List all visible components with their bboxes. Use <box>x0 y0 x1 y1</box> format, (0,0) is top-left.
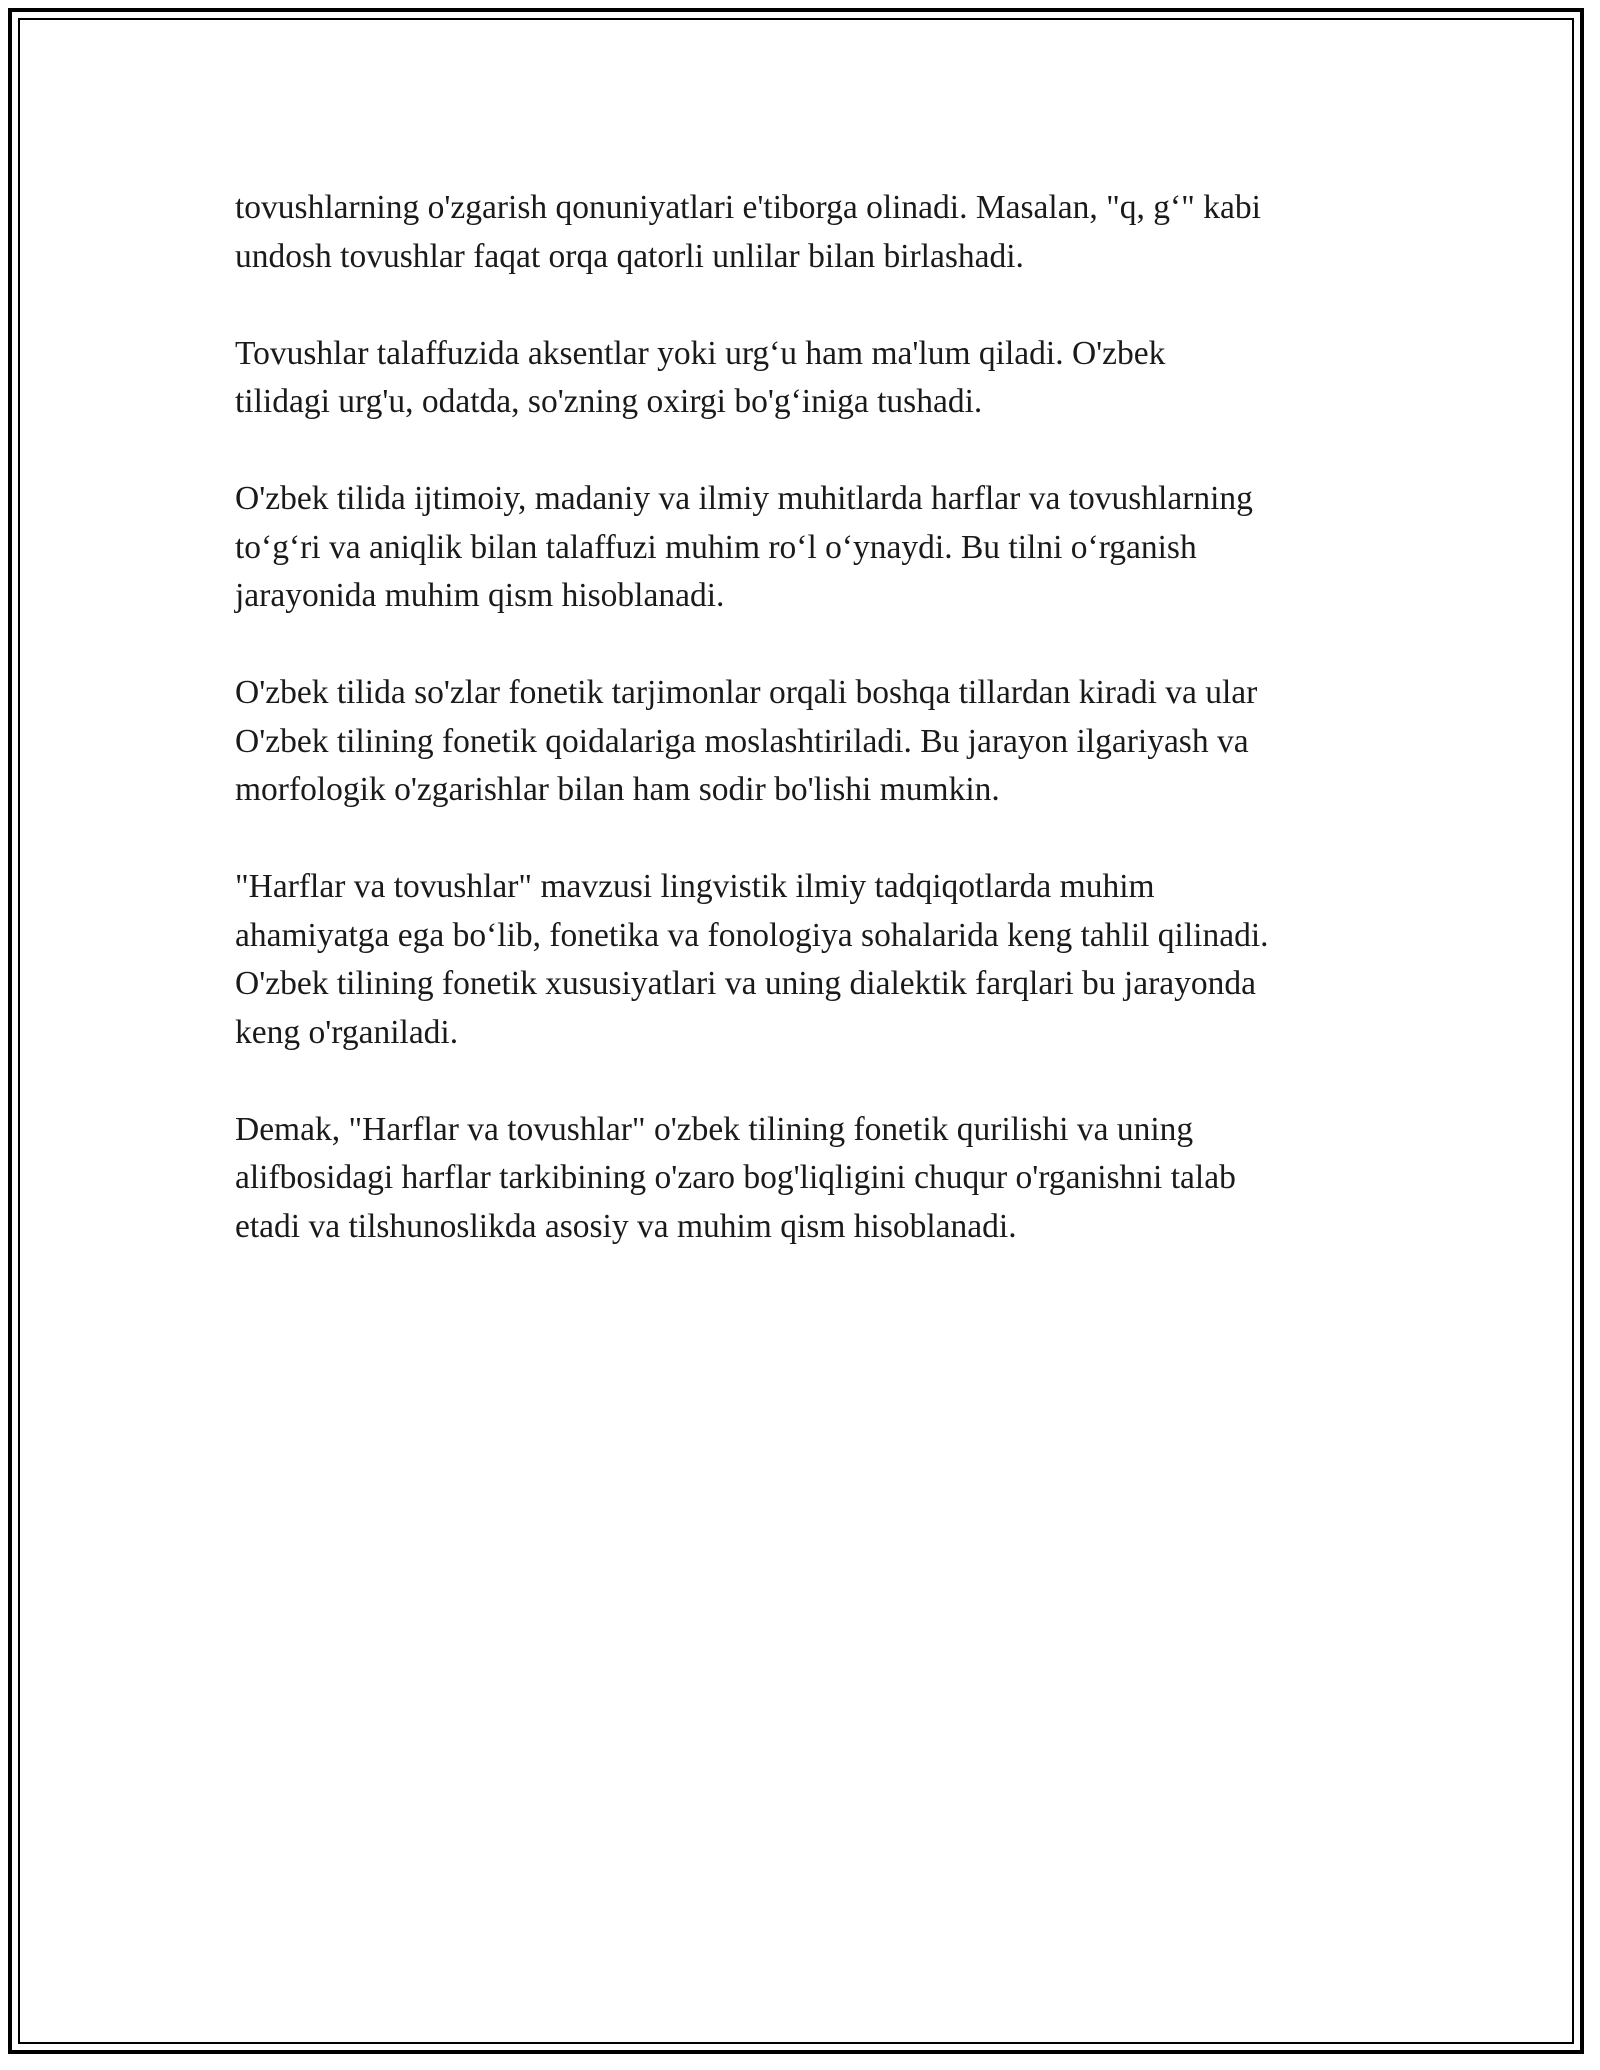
text-line: etadi va tilshunoslikda asosiy va muhim qism hisoblanadi. <box>235 1207 1017 1245</box>
text-line: toʻgʻri va aniqlik bilan talaffuzi muhim roʻl oʻynaydi. Bu tilni oʻrganish <box>235 528 1197 566</box>
paragraph <box>235 1106 1375 1252</box>
document-body <box>235 184 1375 1300</box>
text-line: tilidagi urg'u, odatda, so'zning oxirgi bo'gʻiniga tushadi. <box>235 383 983 420</box>
text-line: alifbosidagi harflar tarkibining o'zaro bog'liqligini chuqur o'rganishni talab <box>235 1159 1236 1196</box>
paragraph <box>235 184 1375 281</box>
paragraph <box>235 330 1375 427</box>
text-line: ahamiyatga ega boʻlib, fonetika va fonologiya sohalarida keng tahlil qilinadi. <box>235 916 1269 954</box>
text-line: O'zbek tilida so'zlar fonetik tarjimonlar orqali boshqa tillardan kiradi va ular <box>235 674 1258 711</box>
text-line: O'zbek tilining fonetik xususiyatlari va uning dialektik farqlari bu jarayonda <box>235 965 1256 1002</box>
text-line: undosh tovushlar faqat orqa qatorli unlilar bilan birlashadi. <box>235 237 1024 275</box>
paragraph <box>235 475 1375 621</box>
text-line: tovushlarning o'zgarish qonuniyatlari e'tiborga olinadi. Masalan, "q, gʻ" kabi <box>235 189 1261 226</box>
text-line: Tovushlar talaffuzida aksentlar yoki urgʻu ham ma'lum qiladi. O'zbek <box>235 334 1166 372</box>
text-line: jarayonida muhim qism hisoblanadi. <box>235 577 725 614</box>
text-line: "Harflar va tovushlar" mavzusi lingvistik ilmiy tadqiqotlarda muhim <box>235 868 1155 905</box>
text-line: keng o'rganiladi. <box>235 1013 459 1051</box>
text-line: morfologik o'zgarishlar bilan ham sodir bo'lishi mumkin. <box>235 771 1000 808</box>
text-line: O'zbek tilida ijtimoiy, madaniy va ilmiy muhitlarda harflar va tovushlarning <box>235 480 1253 517</box>
paragraph <box>235 863 1375 1057</box>
paragraph <box>235 669 1375 815</box>
text-line: O'zbek tilining fonetik qoidalariga moslashtiriladi. Bu jarayon ilgariyash va <box>235 722 1249 760</box>
text-line: Demak, "Harflar va tovushlar" o'zbek tilining fonetik qurilishi va uning <box>235 1110 1194 1148</box>
